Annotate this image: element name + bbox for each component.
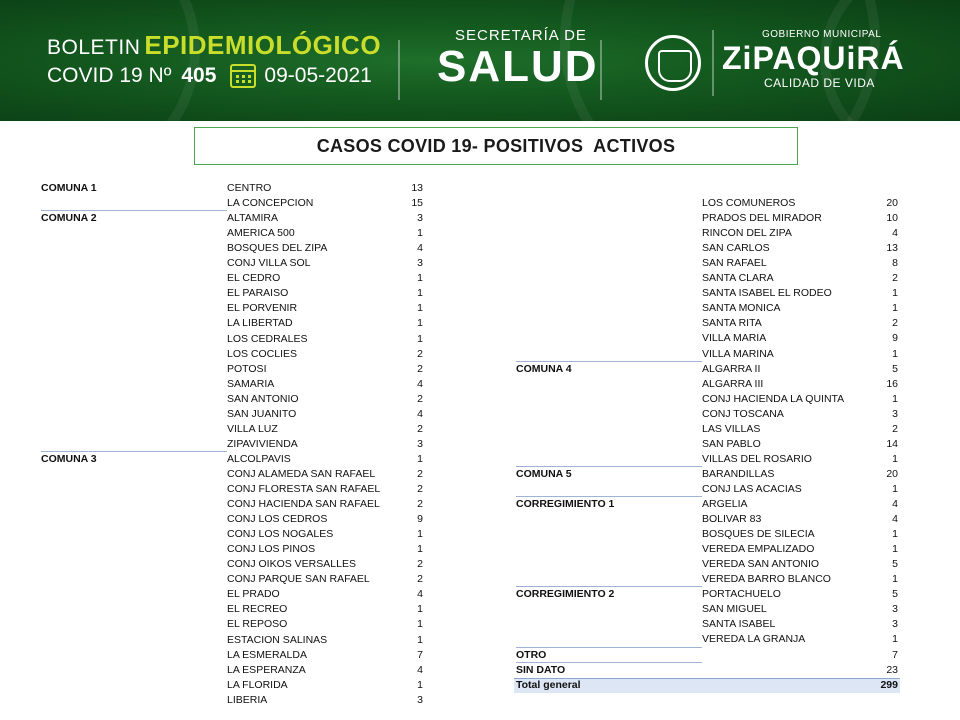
gov-city-logo: ZiPAQUiRÁ (722, 40, 905, 76)
cases-cell: 1 (417, 317, 423, 330)
cases-cell: 3 (417, 693, 423, 706)
bulletin-date: 09-05-2021 (264, 64, 372, 87)
table-row (0, 482, 960, 497)
bulletin-title-prefix: BOLETIN (47, 36, 141, 59)
cases-cell: 4 (417, 407, 423, 420)
barrio-cell: EL PARAISO (227, 287, 289, 300)
barrio-cell: VILLA MARINA (702, 347, 774, 360)
cases-cell: 3 (892, 407, 898, 420)
comuna-cell: SIN DATO (516, 663, 566, 676)
cases-cell: 2 (417, 467, 423, 480)
table-row (0, 422, 960, 437)
barrio-cell: BOLIVAR 83 (702, 513, 762, 526)
barrio-cell: LOS COMUNEROS (702, 197, 796, 209)
cases-cell: 1 (892, 302, 898, 315)
table-row (0, 392, 960, 407)
barrio-cell: ALGARRA III (702, 377, 764, 390)
barrio-cell: CONJ LOS NOGALES (227, 528, 334, 541)
table-row (0, 617, 960, 632)
cases-cell: 20 (886, 197, 898, 209)
table-row (0, 542, 960, 557)
cases-cell: 1 (417, 633, 423, 646)
comuna-cell: COMUNA 1 (41, 182, 97, 194)
municipal-seal-icon (645, 35, 701, 91)
barrio-cell: EL RECREO (227, 603, 288, 616)
cases-cell: 2 (892, 422, 898, 435)
table-row (0, 602, 960, 617)
gov-label: GOBIERNO MUNICIPAL (762, 29, 882, 40)
table-row (0, 301, 960, 316)
table-row (0, 256, 960, 271)
cases-cell: 1 (417, 678, 423, 691)
cases-cell: 4 (417, 242, 423, 255)
barrio-cell: VEREDA BARRO BLANCO (702, 573, 831, 586)
barrio-cell: EL CEDRO (227, 272, 281, 285)
table-title: CASOS COVID 19- POSITIVOS ACTIVOS (194, 127, 798, 165)
barrio-cell: SANTA CLARA (702, 272, 774, 285)
barrio-cell: SAN PABLO (702, 437, 761, 450)
table-row (0, 512, 960, 527)
cases-cell: 3 (892, 618, 898, 631)
barrio-cell: CONJ ALAMEDA SAN RAFAEL (227, 467, 376, 480)
barrio-cell: ALGARRA II (702, 362, 761, 375)
table-row (0, 527, 960, 542)
cases-cell: 2 (417, 498, 423, 511)
barrio-cell: RINCON DEL ZIPA (702, 227, 792, 240)
barrio-cell: BARANDILLAS (702, 467, 775, 480)
comuna-cell: CORREGIMIENTO 1 (516, 498, 615, 510)
barrio-cell: LA FLORIDA (227, 678, 288, 691)
bulletin-subtitle (47, 64, 372, 88)
table-row (0, 377, 960, 392)
cases-cell: 1 (892, 287, 898, 300)
table-row (0, 452, 960, 467)
barrio-cell: ALTAMIRA (227, 212, 278, 225)
cases-cell: 1 (892, 528, 898, 541)
cases-cell: 13 (886, 242, 898, 255)
cases-cell: 2 (892, 317, 898, 330)
comuna-cell: COMUNA 3 (41, 452, 97, 465)
cases-cell: 15 (411, 197, 423, 210)
barrio-cell: CENTRO (227, 182, 272, 194)
header-banner (0, 0, 960, 121)
cases-cell: 2 (417, 558, 423, 571)
table-row (0, 271, 960, 286)
table-row (0, 693, 960, 708)
cases-cell: 2 (417, 422, 423, 435)
table-row (0, 286, 960, 301)
cases-cell: 13 (411, 182, 423, 194)
table-row (0, 362, 960, 377)
barrio-cell: CONJ PARQUE SAN RAFAEL (227, 573, 370, 586)
barrio-cell: EL PORVENIR (227, 302, 298, 315)
barrio-cell: SAN ANTONIO (227, 392, 299, 405)
barrio-cell: POTOSI (227, 362, 267, 375)
cases-cell: 1 (417, 452, 423, 465)
table-row (0, 347, 960, 362)
barrio-cell: CONJ TOSCANA (702, 407, 784, 420)
cases-cell: 16 (886, 377, 898, 390)
barrio-cell: SANTA ISABEL EL RODEO (702, 287, 832, 300)
cases-cell: 1 (892, 543, 898, 556)
bulletin-number: 405 (181, 64, 217, 87)
cases-cell: 4 (892, 498, 898, 510)
barrio-cell: LA LIBERTAD (227, 317, 293, 330)
cases-cell: 5 (892, 588, 898, 601)
barrio-cell: CONJ HACIENDA SAN RAFAEL (227, 498, 380, 511)
cases-cell: 5 (892, 558, 898, 571)
barrio-cell: VILLA LUZ (227, 422, 278, 435)
table-row (0, 467, 960, 482)
barrio-cell: VILLA MARIA (702, 332, 767, 345)
barrio-cell: BOSQUES DEL ZIPA (227, 242, 328, 255)
cases-cell: 1 (892, 633, 898, 646)
cases-cell: 299 (880, 678, 898, 691)
cases-cell: 4 (417, 377, 423, 390)
comuna-cell: OTRO (516, 648, 547, 661)
bulletin-title (47, 30, 381, 61)
barrio-cell: EL PRADO (227, 588, 280, 601)
cases-cell: 1 (417, 332, 423, 345)
barrio-cell: CONJ LAS ACACIAS (702, 482, 802, 495)
cases-cell: 3 (417, 212, 423, 225)
barrio-cell: VEREDA SAN ANTONIO (702, 558, 820, 571)
cases-cell: 9 (892, 332, 898, 345)
barrio-cell: SANTA RITA (702, 317, 762, 330)
barrio-cell: VEREDA LA GRANJA (702, 633, 806, 646)
cases-cell: 1 (417, 618, 423, 631)
table-row (0, 331, 960, 346)
cases-cell: 7 (892, 648, 898, 661)
barrio-cell: CONJ VILLA SOL (227, 257, 311, 270)
table-row (0, 632, 960, 647)
cases-cell: 1 (417, 543, 423, 556)
barrio-cell: CONJ HACIENDA LA QUINTA (702, 392, 845, 405)
barrio-cell: CONJ FLORESTA SAN RAFAEL (227, 483, 381, 495)
cases-cell: 1 (892, 482, 898, 495)
bulletin-title-accent: EPIDEMIOLÓGICO (144, 30, 382, 60)
barrio-cell: SANTA ISABEL (702, 618, 776, 631)
barrio-cell: PORTACHUELO (702, 588, 781, 601)
cases-cell: 1 (417, 287, 423, 300)
cases-cell: 20 (886, 467, 898, 480)
barrio-cell: CONJ OIKOS VERSALLES (227, 558, 356, 571)
barrio-cell: SAN JUANITO (227, 407, 297, 420)
barrio-cell: LA ESMERALDA (227, 648, 307, 661)
gov-slogan: CALIDAD DE VIDA (764, 76, 875, 90)
cases-cell: 1 (892, 573, 898, 586)
cases-cell: 2 (417, 483, 423, 495)
table-row (0, 497, 960, 512)
barrio-cell: SAN CARLOS (702, 242, 770, 255)
cases-cell: 3 (417, 257, 423, 270)
total-row (0, 678, 960, 693)
cases-cell: 4 (892, 513, 898, 526)
barrio-cell: SAMARIA (227, 377, 275, 390)
table-row (0, 557, 960, 572)
cases-cell: 14 (886, 437, 898, 450)
cases-cell: 1 (892, 347, 898, 360)
table-row (0, 226, 960, 241)
barrio-cell: SANTA MONICA (702, 302, 781, 315)
cases-cell: 2 (417, 347, 423, 360)
table-row (0, 316, 960, 331)
header-divider (398, 40, 400, 100)
barrio-cell: LA ESPERANZA (227, 663, 306, 676)
barrio-cell: LOS CEDRALES (227, 332, 308, 345)
cases-cell: 1 (417, 603, 423, 616)
cases-cell: 7 (417, 648, 423, 661)
cases-cell: 8 (892, 257, 898, 270)
table-row (0, 648, 960, 663)
barrio-cell: LA CONCEPCION (227, 197, 314, 210)
cases-cell: 1 (892, 392, 898, 405)
cases-cell: 10 (886, 212, 898, 225)
table-row (0, 572, 960, 587)
bulletin-subtitle-prefix: COVID 19 Nº (47, 64, 172, 87)
table-row (0, 407, 960, 422)
barrio-cell: LIBERIA (227, 693, 268, 706)
barrio-cell: BOSQUES DE SILECIA (702, 528, 815, 541)
comuna-cell: CORREGIMIENTO 2 (516, 588, 615, 601)
cases-cell: 3 (892, 603, 898, 616)
barrio-cell: ESTACION SALINAS (227, 633, 328, 646)
secretaria-label: SECRETARÍA DE (455, 27, 587, 44)
barrio-cell: ZIPAVIVIENDA (227, 437, 298, 450)
cases-cell: 2 (417, 392, 423, 405)
cases-cell: 5 (892, 362, 898, 375)
barrio-cell: LOS COCLIES (227, 347, 298, 360)
barrio-cell: CONJ LOS CEDROS (227, 513, 328, 526)
cases-cell: 23 (886, 663, 898, 676)
cases-cell: 4 (892, 227, 898, 240)
comuna-cell: COMUNA 2 (41, 212, 97, 225)
table-row (0, 196, 960, 211)
calendar-icon (230, 64, 256, 88)
cases-cell: 1 (892, 452, 898, 465)
cases-cell: 1 (417, 302, 423, 315)
cases-cell: 4 (417, 588, 423, 601)
header-divider (712, 30, 714, 96)
barrio-cell: LAS VILLAS (702, 422, 761, 435)
cases-cell: 9 (417, 513, 423, 526)
secretaria-salud-logo: SALUD (437, 42, 599, 91)
barrio-cell: AMERICA 500 (227, 227, 295, 240)
table-row (0, 241, 960, 256)
barrio-cell: ARGELIA (702, 498, 748, 510)
cases-cell: 2 (417, 573, 423, 586)
cases-cell: 4 (417, 663, 423, 676)
barrio-cell: ALCOLPAVIS (227, 452, 291, 465)
table-row (0, 211, 960, 226)
cases-cell: 1 (417, 227, 423, 240)
cases-cell: 1 (417, 528, 423, 541)
barrio-cell: VILLAS DEL ROSARIO (702, 452, 812, 465)
header-divider (600, 40, 602, 100)
barrio-cell: PRADOS DEL MIRADOR (702, 212, 822, 225)
barrio-cell: VEREDA EMPALIZADO (702, 543, 815, 556)
table-row (0, 437, 960, 452)
comuna-cell: COMUNA 4 (516, 362, 572, 375)
table-row (0, 663, 960, 678)
cases-cell: 2 (417, 362, 423, 375)
cases-cell: 3 (417, 437, 423, 450)
comuna-cell: Total general (516, 678, 581, 691)
comuna-cell: COMUNA 5 (516, 467, 572, 480)
barrio-cell: SAN RAFAEL (702, 257, 767, 270)
barrio-cell: EL REPOSO (227, 618, 288, 631)
barrio-cell: SAN MIGUEL (702, 603, 767, 616)
table-row (0, 587, 960, 602)
cases-cell: 2 (892, 272, 898, 285)
barrio-cell: CONJ LOS PINOS (227, 543, 316, 556)
cases-cell: 1 (417, 272, 423, 285)
table-row (0, 181, 960, 196)
